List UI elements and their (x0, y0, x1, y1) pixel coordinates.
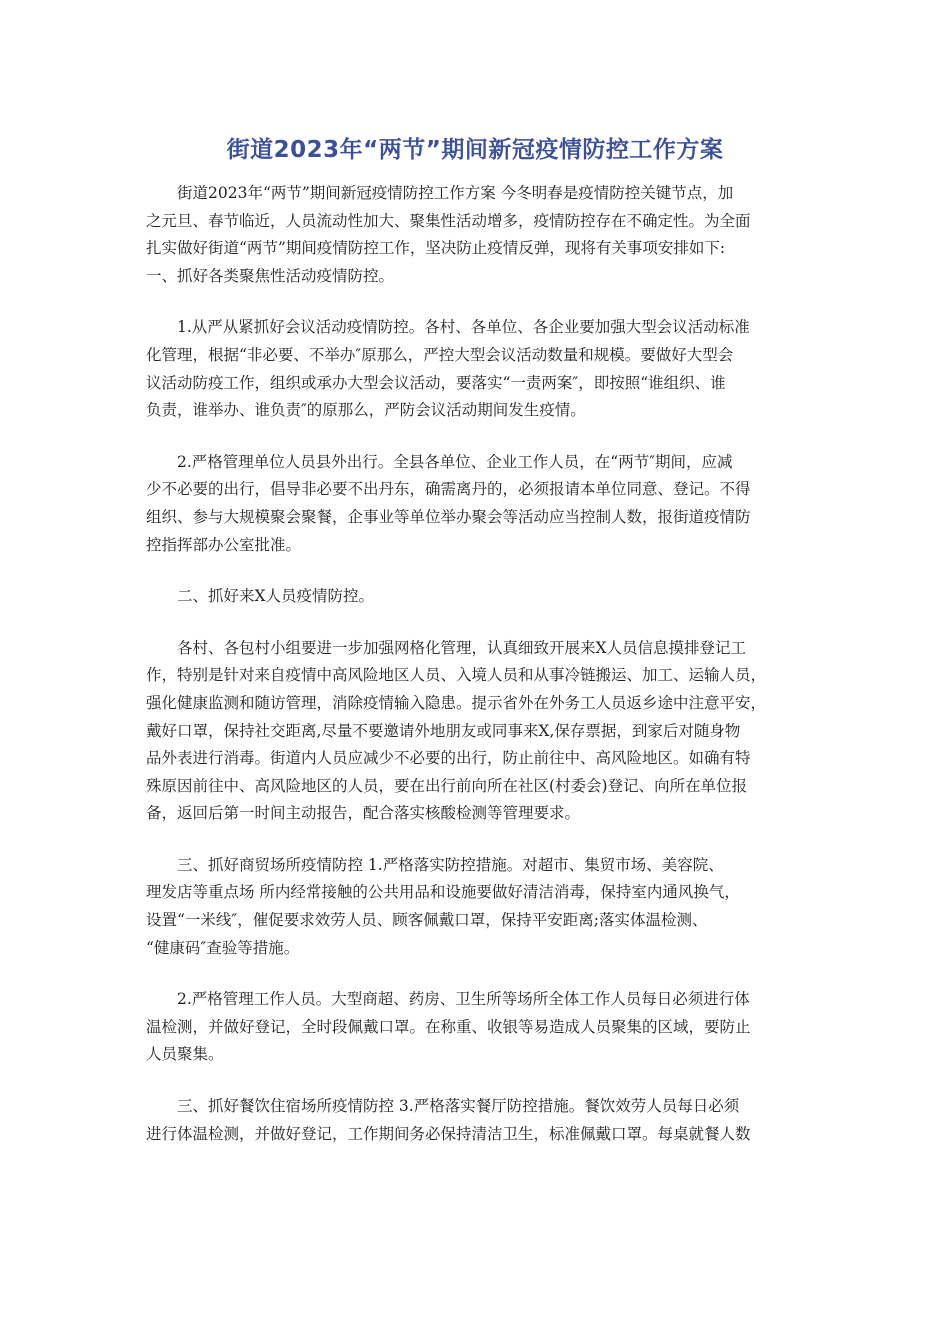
paragraph (146, 180, 806, 290)
text-line: 品外表进行消毒。街道内人员应减少不必要的出行，防止前往中、高风险地区。如确有特 (146, 749, 751, 768)
text-line: 2.严格管理工作人员。大型商超、药房、卫生所等场所全体工作人员每日必须进行体 (177, 990, 750, 1009)
text-line: 戴好口罩，保持社交距离,尽量不要邀请外地朋友或同事来X,保存票据，到家后对随身物 (146, 721, 741, 740)
paragraph (146, 314, 806, 424)
text-line: 理发店等重点场 所内经常接触的公共用品和设施要做好清洁消毒，保持室内通风换气， (146, 883, 740, 902)
text-line: 三、抓好餐饮住宿场所疫情防控 3.严格落实餐厅防控措施。餐饮效劳人员每日必须 (177, 1097, 740, 1116)
text-line: 作，特别是针对来自疫情中高风险地区人员、入境人员和从事冷链搬运、加工、运输人员， (146, 666, 767, 685)
paragraph (146, 449, 806, 559)
text-line: 化管理，根据“非必要、不举办″原那么，严控大型会议活动数量和规模。要做好大型会 (146, 345, 734, 364)
text-line: 殊原因前往中、高风险地区的人员，要在出行前向所在社区(村委会)登记、向所在单位报 (146, 776, 748, 795)
text-line: 一、抓好各类聚焦性活动疫情防控。 (146, 266, 395, 285)
text-line: “健康码″查验等措施。 (146, 938, 300, 957)
document-body (146, 180, 806, 1172)
paragraph (146, 1093, 806, 1148)
text-line: 议活动防疫工作，组织或承办大型会议活动，要落实“一责两案″，即按照“谁组织、谁 (146, 373, 726, 392)
text-line: 进行体温检测，并做好登记，工作期间务必保持清洁卫生，标准佩戴口罩。每桌就餐人数 (146, 1124, 751, 1143)
text-line: 三、抓好商贸场所疫情防控 1.严格落实防控措施。对超市、集贸市场、美容院、 (177, 855, 724, 874)
paragraph (146, 986, 806, 1069)
paragraph (146, 635, 806, 828)
text-line: 1.从严从紧抓好会议活动疫情防控。各村、各单位、各企业要加强大型会议活动标准 (177, 318, 750, 337)
text-line: 街道2023年“两节”期间新冠疫情防控工作方案 今冬明春是疫情防控关键节点，加 (177, 184, 734, 202)
text-line: 控指挥部办公室批准。 (146, 535, 302, 554)
text-line: 2.严格管理单位人员县外出行。全县各单位、企业工作人员，在“两节″期间，应减 (177, 452, 733, 471)
text-line: 组织、参与大规模聚会聚餐，企事业等单位举办聚会等活动应当控制人数，报街道疫情防 (146, 507, 751, 526)
text-line: 人员聚集。 (146, 1045, 224, 1064)
text-line: 扎实做好街道“两节”期间疫情防控工作，坚决防止疫情反弹，现将有关事项安排如下: (146, 239, 726, 258)
text-line: 备，返回后第一时间主动报告，配合落实核酸检测等管理要求。 (146, 804, 581, 823)
text-line: 之元旦、春节临近，人员流动性加大、聚集性活动增多，疫情防控存在不确定性。为全面 (146, 211, 751, 230)
text-line: 少不必要的出行，倡导非必要不出丹东，确需离丹的，必须报请本单位同意、登记。不得 (146, 480, 751, 499)
text-line: 负责，谁举办、谁负责″的原那么，严防会议活动期间发生疫情。 (146, 401, 586, 420)
text-line: 二、抓好来X人员疫情防控。 (177, 587, 375, 606)
text-line: 设置“一米线″，催促要求效劳人员、顾客佩戴口罩，保持平安距离;落实体温检测、 (146, 911, 708, 930)
document-title: 街道2023年“两节”期间新冠疫情防控工作方案 (226, 137, 724, 163)
text-line: 各村、各包村小组要进一步加强网格化管理，认真细致开展来X人员信息摸排登记工 (177, 638, 747, 657)
text-line: 强化健康监测和随访管理，消除疫情输入隐患。提示省外在外务工人员返乡途中注意平安， (146, 693, 767, 712)
paragraph (146, 583, 806, 611)
paragraph (146, 852, 806, 962)
text-line: 温检测，并做好登记，全时段佩戴口罩。在称重、收银等易造成人员聚集的区域，要防止 (146, 1017, 751, 1036)
